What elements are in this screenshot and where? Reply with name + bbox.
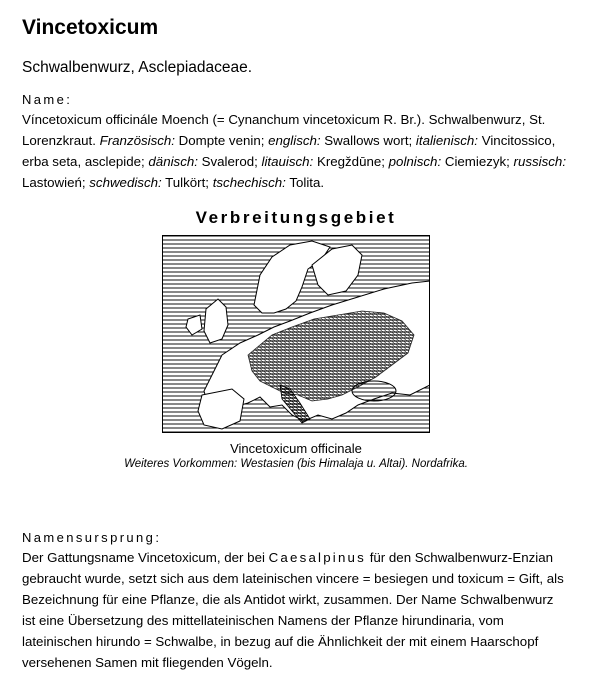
origin-text-after: für den Schwalbenwurz-Enzian gebraucht wurde, setzt sich aus dem lateinischen vincere = besiegen und toxicum = Gift, als Bezeichnung für eine Pflanze, die als Antidot wirkt, zusammen. Der Name Schwalbenwurz ist eine Übersetzung des mittellateinischen Namens der Pflanze hirundinaria, vom lateinischen hirundo = Schwalbe, in bezug auf die Ähnlichkeit der mit einem Haarschopf versehenen Samen mit fliegenden Vögeln. [22,550,564,670]
language-label: italienisch: [415,133,479,148]
name-text: Svalerod; [197,154,262,169]
name-text: Tulkört; [161,175,213,190]
map-subcaption: Weiteres Vorkommen: Westasien (bis Himalaja u. Altai). Nordafrika. [124,458,468,470]
origin-text-before: Der Gattungsname Vincetoxicum, der bei [22,550,269,565]
name-text: Lastowień; [22,175,90,190]
name-text: Ciemiezyk; [441,154,514,169]
black-sea [352,381,396,401]
language-label: schwedisch: [89,175,162,190]
language-label: litauisch: [261,154,314,169]
name-text: Swallows wort; [320,133,416,148]
article [22,14,570,673]
author-name: Caesalpinus [268,550,366,565]
map-caption: Vincetoxicum officinale [230,441,362,456]
language-label: tschechisch: [212,175,286,190]
origin-section-label: Namensursprung: [22,530,162,545]
page-title: Vincetoxicum [22,16,159,39]
language-label: dänisch: [148,154,198,169]
name-text: Kregždūne; [313,154,389,169]
name-text: Dompte venin; [174,133,269,148]
origin-paragraph [22,547,570,673]
name-paragraph [22,109,570,193]
distribution-map [162,235,430,433]
language-label: polnisch: [388,154,442,169]
name-text: Vincitossico, erba seta, asclepide; [22,133,556,169]
name-section-label: Name: [22,92,73,107]
family-line: Schwalbenwurz, Asclepiadaceae. [22,59,253,76]
map-title: Verbreitungsgebiet [195,208,397,227]
name-text: Víncetoxicum officinále Moench (= Cynanchum vincetoxicum R. Br.). Schwalbenwurz, St. Lorenzkraut. [22,112,546,148]
language-label: englisch: [268,133,321,148]
europe-map-image [162,235,430,433]
language-label: Französisch: [99,133,175,148]
language-label: russisch: [513,154,567,169]
name-text: Tolita. [285,175,325,190]
